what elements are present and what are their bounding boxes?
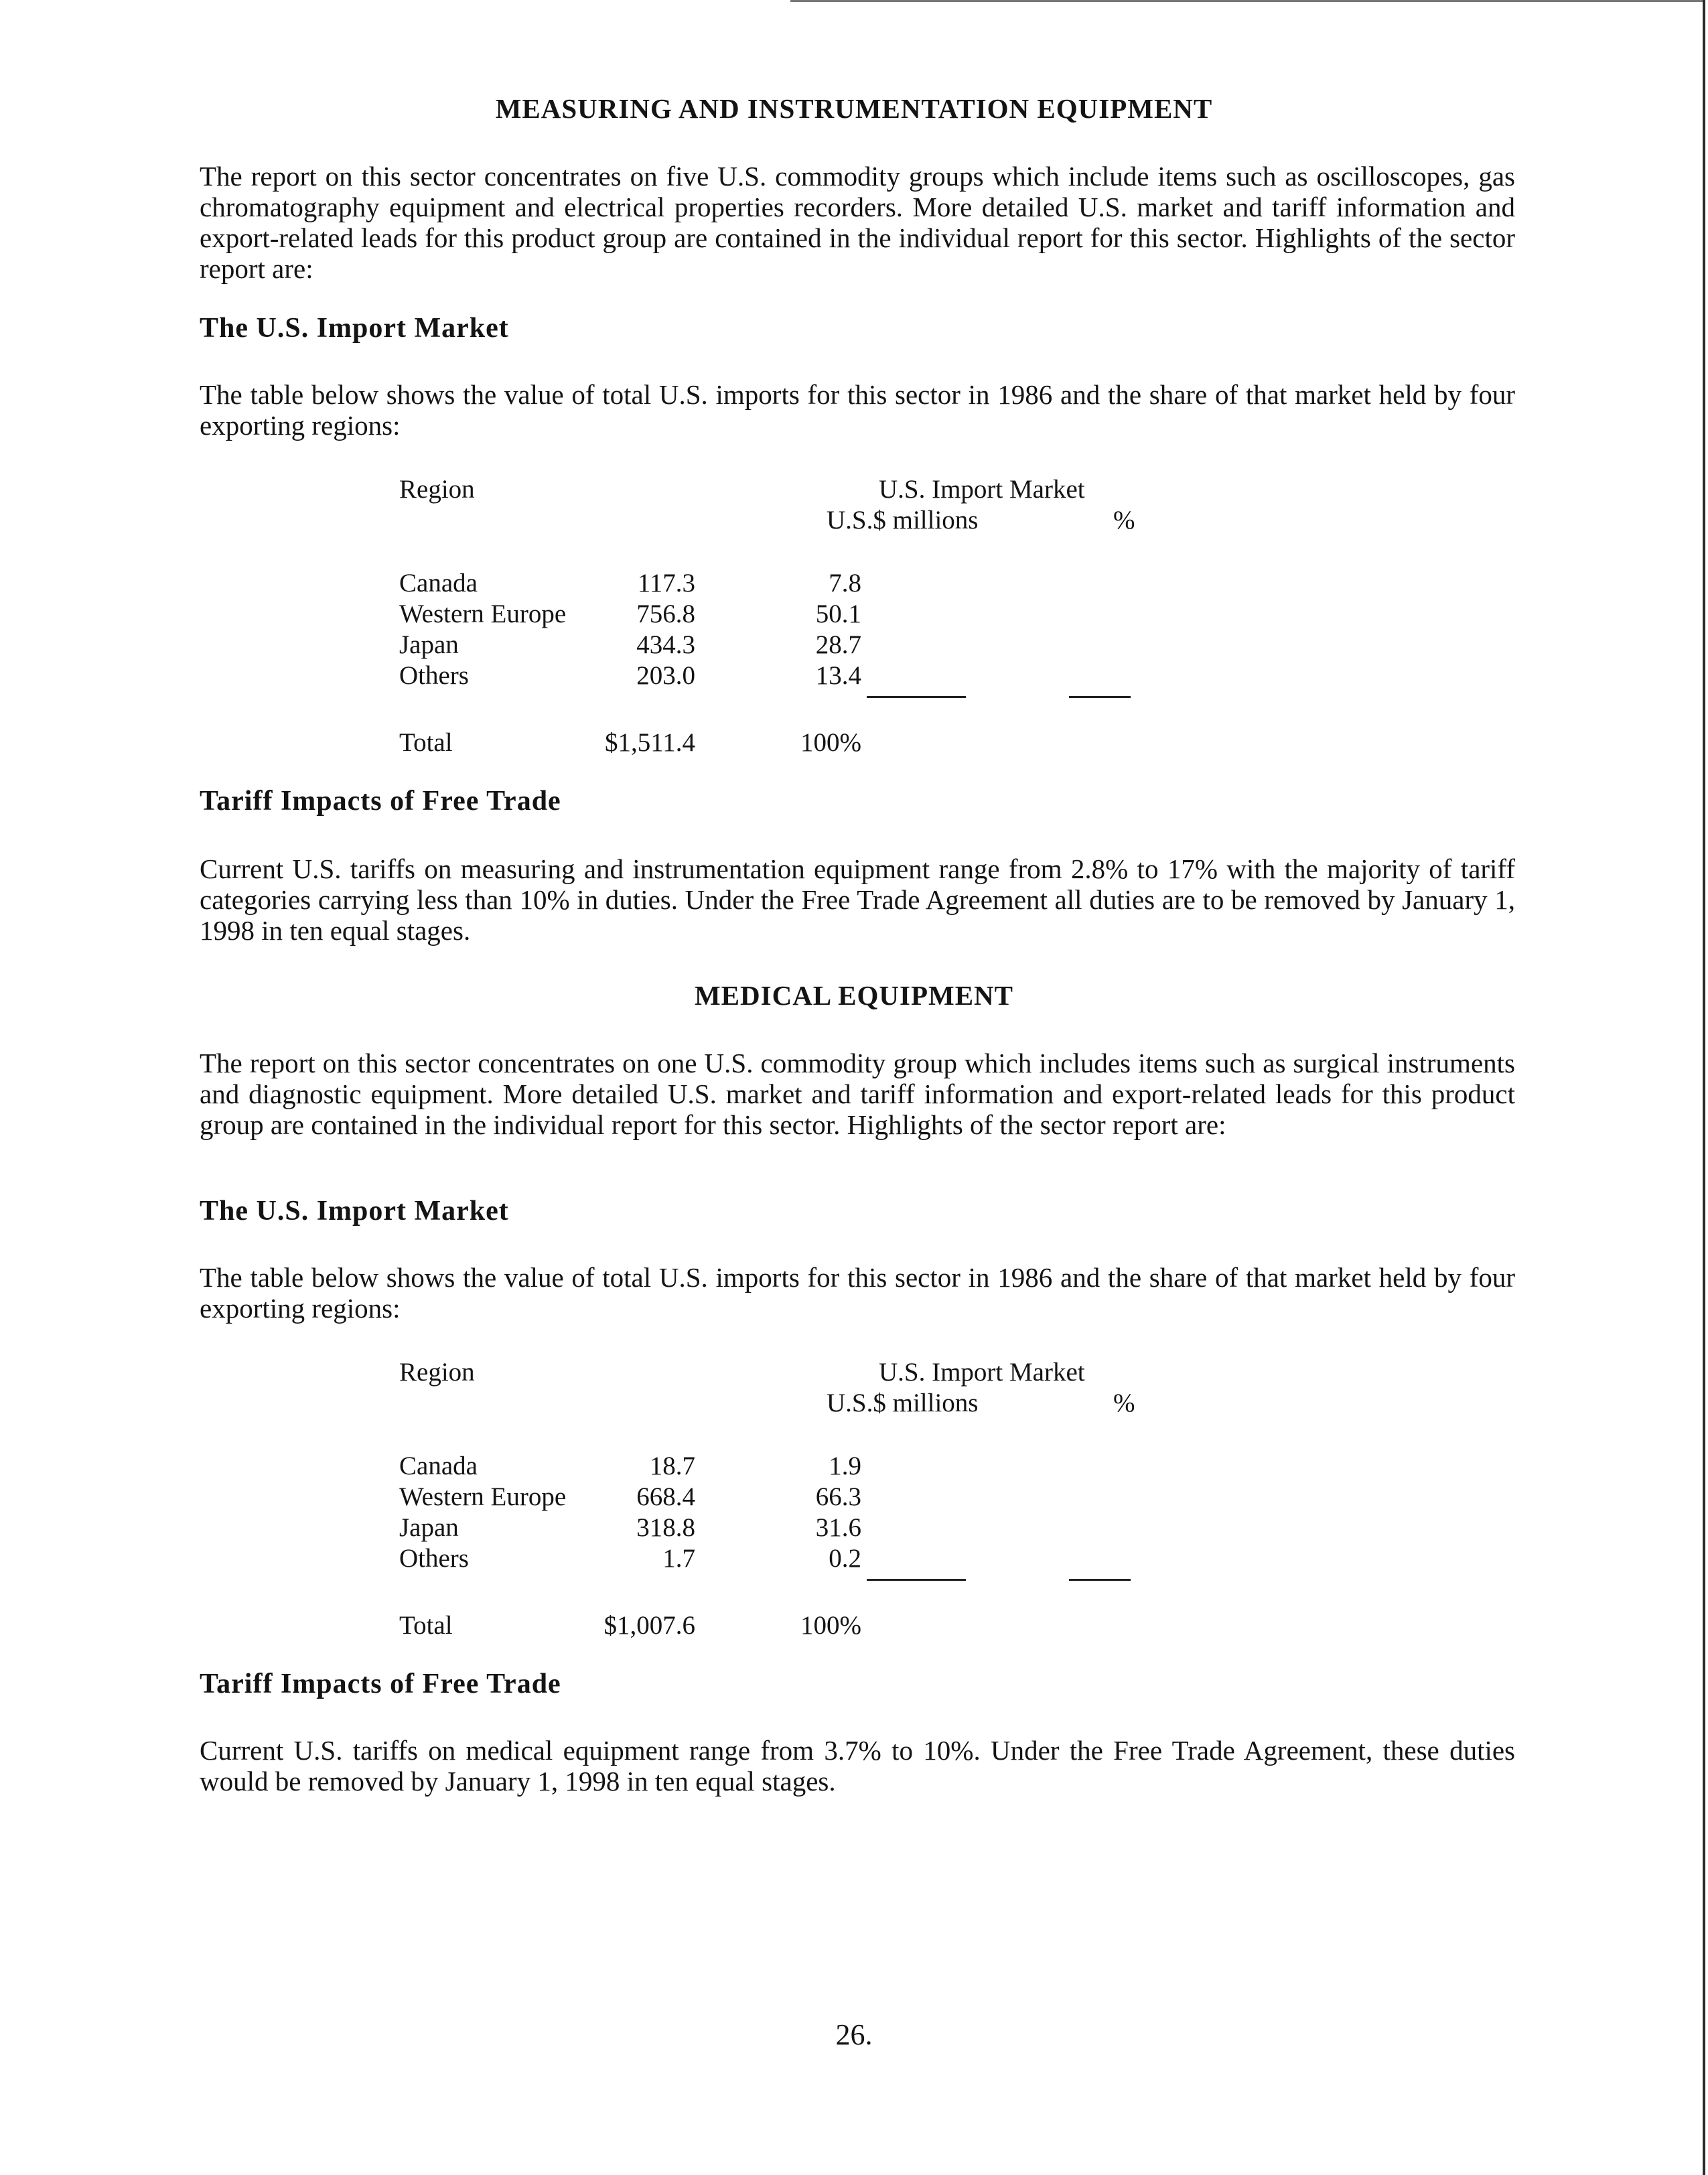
column-header-import-market: U.S. Import Market (879, 1358, 1085, 1387)
column-header-usd-millions: U.S.$ millions (827, 506, 979, 535)
import-market-heading-measuring: The U.S. Import Market (200, 313, 509, 344)
column-header-percent: % (1113, 1389, 1135, 1417)
import-text-medical: The table below shows the value of total U.S. imports for this sector in 1986 and the share of that market held by four exporting regions: (200, 1262, 1515, 1324)
usd-value: 1.7 (662, 1544, 695, 1573)
region-name: Western Europe (399, 1482, 567, 1511)
usd-value: 117.3 (637, 569, 695, 598)
scan-edge-top (790, 0, 1705, 2)
column-header-import-market: U.S. Import Market (879, 475, 1085, 504)
column-header-region: Region (399, 475, 475, 504)
region-name: Others (399, 1544, 469, 1573)
intro-paragraph-measuring: The report on this sector concentrates on five U.S. commodity groups which include items such as oscilloscopes, gas chromatography equipment and electrical properties recorders. More detailed U.S. market and tariff information and export-related leads for this product group are contained in the individual report for this sector. Highlights of the sector report are: (200, 161, 1515, 284)
percent-value: 28.7 (815, 630, 861, 659)
region-name: Japan (399, 630, 459, 659)
import-text-measuring: The table below shows the value of total U.S. imports for this sector in 1986 and the share of that market held by four exporting regions: (200, 379, 1515, 441)
import-market-heading-medical: The U.S. Import Market (200, 1196, 509, 1226)
section-title-medical: MEDICAL EQUIPMENT (694, 980, 1013, 1011)
page-number: 26. (835, 2018, 873, 2051)
total-label: Total (399, 1611, 453, 1640)
usd-value: 434.3 (636, 630, 695, 659)
import-table-medical (399, 1357, 1149, 1652)
total-percent-value: 100% (800, 1611, 861, 1640)
region-name: Japan (399, 1513, 459, 1542)
intro-paragraph-medical: The report on this sector concentrates on one U.S. commodity group which includes items such as surgical instruments and diagnostic equipment. More detailed U.S. market and tariff information and export-related leads for this product group are contained in the individual report for this sector. Highlights of the sector report are: (200, 1048, 1515, 1140)
total-usd-value: $1,511.4 (604, 728, 695, 757)
table-row (399, 1543, 1149, 1574)
sum-rule-usd (867, 1579, 966, 1581)
column-header-region: Region (399, 1358, 475, 1387)
total-percent-value: 100% (800, 728, 861, 757)
percent-value: 50.1 (815, 600, 861, 628)
percent-value: 0.2 (829, 1544, 861, 1573)
usd-value: 18.7 (649, 1452, 695, 1480)
table-row (399, 630, 1149, 660)
usd-value: 668.4 (636, 1482, 695, 1511)
percent-value: 7.8 (829, 569, 861, 598)
sum-rule-usd (867, 696, 966, 698)
table-row (399, 1482, 1149, 1513)
table-row (399, 1513, 1149, 1543)
total-usd-value: $1,007.6 (603, 1611, 695, 1640)
table-total-row (399, 727, 1149, 758)
column-header-usd-millions: U.S.$ millions (827, 1389, 979, 1417)
sum-rule-percent (1069, 1579, 1131, 1581)
table-row (399, 599, 1149, 630)
table-row (399, 660, 1149, 691)
usd-value: 203.0 (636, 661, 695, 690)
scan-edge-right (1703, 0, 1705, 2175)
percent-value: 13.4 (815, 661, 861, 690)
tariff-heading-medical: Tariff Impacts of Free Trade (200, 1669, 561, 1699)
usd-value: 318.8 (636, 1513, 695, 1542)
region-name: Western Europe (399, 600, 567, 628)
percent-value: 31.6 (815, 1513, 861, 1542)
tariff-text-measuring: Current U.S. tariffs on measuring and instrumentation equipment range from 2.8% to 17% with the majority of tariff categories carrying less than 10% in duties. Under the Free Trade Agreement all duties are to be removed by January 1, 1998 in ten equal stages. (200, 853, 1515, 946)
total-label: Total (399, 728, 453, 757)
section-title-measuring: MEASURING AND INSTRUMENTATION EQUIPMENT (495, 93, 1213, 124)
percent-value: 66.3 (815, 1482, 861, 1511)
percent-value: 1.9 (829, 1452, 861, 1480)
table-row (399, 568, 1149, 599)
region-name: Canada (399, 1452, 478, 1480)
sum-rule-percent (1069, 696, 1131, 698)
table-total-row (399, 1610, 1149, 1641)
tariff-text-medical: Current U.S. tariffs on medical equipment range from 3.7% to 10%. Under the Free Trade Agreement, these duties would be removed by January 1, 1998 in ten equal stages. (200, 1735, 1515, 1797)
import-table-measuring (399, 474, 1149, 769)
region-name: Canada (399, 569, 478, 598)
tariff-heading-measuring: Tariff Impacts of Free Trade (200, 786, 561, 817)
table-row (399, 1451, 1149, 1482)
usd-value: 756.8 (636, 600, 695, 628)
column-header-percent: % (1113, 506, 1135, 535)
region-name: Others (399, 661, 469, 690)
